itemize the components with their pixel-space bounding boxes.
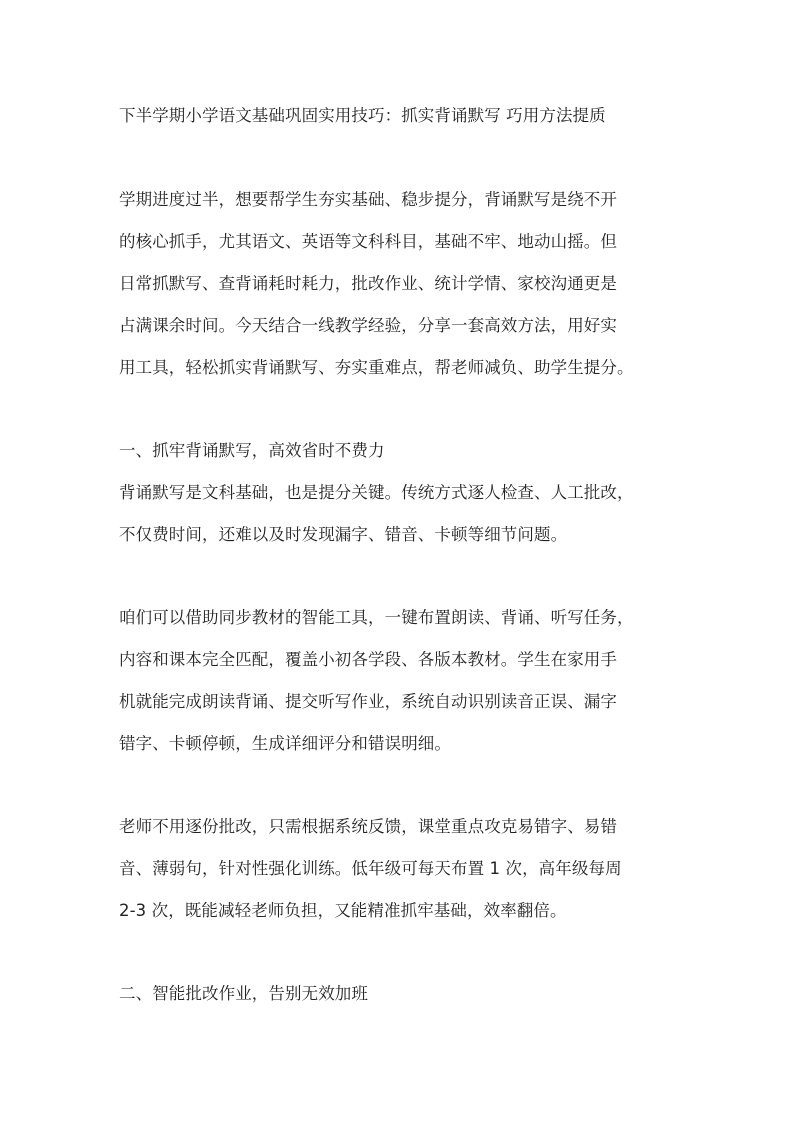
section1-para3-line: 老师不用逐份批改，只需根据系统反馈，课堂重点攻克易错字、易错 — [119, 817, 617, 836]
section1-para2-line: 咱们可以借助同步教材的智能工具，一键布置朗读、背诵、听写任务， — [119, 608, 634, 627]
document-title: 下半学期小学语文基础巩固实用技巧：抓实背诵默写 巧用方法提质 — [119, 106, 606, 125]
section1-para1-line: 背诵默写是文科基础，也是提分关键。传统方式逐人检查、人工批改， — [119, 483, 634, 502]
section1-para3-line: 音、薄弱句，针对性强化训练。低年级可每天布置 1 次，高年级每周 — [119, 859, 622, 878]
intro-line: 用工具，轻松抓实背诵默写、夯实重难点，帮老师减负、助学生提分。 — [119, 358, 634, 377]
intro-line: 日常抓默写、查背诵耗时耗力，批改作业、统计学情、家校沟通更是 — [119, 274, 617, 293]
section1-para3-line: 2-3 次，既能减轻老师负担，又能精准抓牢基础，效率翻倍。 — [119, 901, 567, 920]
intro-line: 的核心抓手，尤其语文、英语等文科科目，基础不牢、地动山摇。但 — [119, 232, 617, 251]
section2-heading: 二、智能批改作业，告别无效加班 — [119, 984, 368, 1003]
intro-line: 学期进度过半，想要帮学生夯实基础、稳步提分，背诵默写是绕不开 — [119, 190, 617, 209]
section1-para1-line: 不仅费时间，还难以及时发现漏字、错音、卡顿等细节问题。 — [119, 525, 568, 544]
intro-line: 占满课余时间。今天结合一线教学经验，分享一套高效方法，用好实 — [119, 316, 617, 335]
section1-para2-line: 机就能完成朗读背诵、提交听写作业，系统自动识别读音正误、漏字 — [119, 692, 617, 711]
section1-para2-line: 错字、卡顿停顿，生成详细评分和错误明细。 — [119, 734, 451, 753]
section1-para2-line: 内容和课本完全匹配，覆盖小初各学段、各版本教材。学生在家用手 — [119, 650, 617, 669]
section1-heading: 一、抓牢背诵默写，高效省时不费力 — [119, 441, 385, 460]
